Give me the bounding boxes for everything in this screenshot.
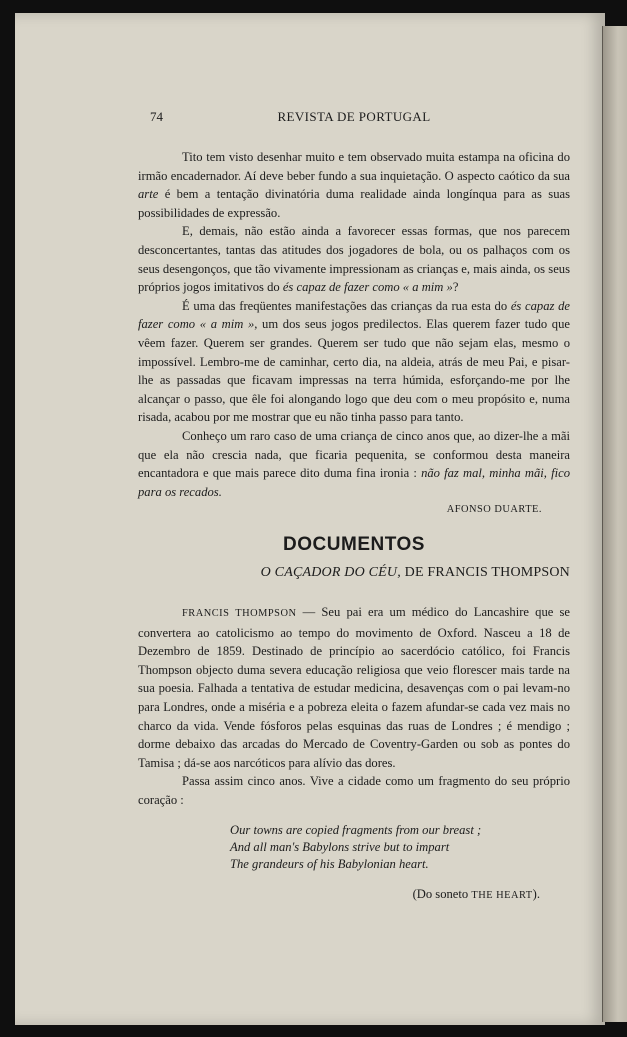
poem-line: And all man's Babylons strive but to impart bbox=[230, 839, 450, 854]
poem-quote bbox=[230, 822, 570, 873]
poem-line: The grandeurs of his Babylonian heart. bbox=[230, 856, 429, 871]
page-content bbox=[138, 108, 570, 905]
running-head: REVISTA DE PORTUGAL bbox=[277, 109, 431, 124]
poem-source: (Do soneto THE HEART). bbox=[412, 886, 540, 901]
documents-paragraph: Passa assim cinco anos. Vive a cidade como um fragmento do seu próprio coração : bbox=[138, 774, 570, 807]
article-paragraph: Conheço um raro caso de uma criança de cinco anos que, ao dizer-lhe a mãi que ela não crescia nada, que ficaria pequenita, se conformou desta maneira encantadora e que mais parece dito duma fina ironia : não faz mal, minha mãi, fico para os recados. bbox=[138, 428, 570, 499]
next-page-edge bbox=[602, 26, 627, 1022]
article-author: AFONSO DUARTE. bbox=[446, 504, 542, 516]
documents-paragraph: FRANCIS THOMPSON — Seu pai era um médico do Lancashire que se convertera ao catolicismo ao tempo do movimento de Oxford. Nasceu a 18 de Dezembro de 1859. Destinado de princípio ao sacerdócio católico, foi Francis Thompson objecto duma severa educação religiosa que veio florescer mais tarde na sua poesia. Falhada a tentativa de estudar medicina, desavenças com o pai levam-no para Londres, onde a miséria e a pobreza eleita o fazem afundar-se cada vez mais no charco da vida. Vende fósforos pelas esquinas das ruas de Londres ; é mendigo ; dorme debaixo das arcadas do Mercado de Coventry-Garden ou sob as pontes do Tamisa ; dá-se aos narcóticos para alívio das dores. bbox=[138, 605, 570, 770]
article-paragraph: É uma das freqüentes manifestações das crianças da rua esta do és capaz de fazer como « a mim », um dos seus jogos predilectos. Elas querem fazer tudo que vêem fazer. Querem ser grandes. Querem ser tudo que não sejam elas, mesmo o impossível. Lembro-me de caminhar, certo dia, na aldeia, atrás de meu Pai, e pisar-lhe as passadas que ficavam impressas na terra húmida, esforçando-me por lhe alcançar o passo, que êle foi alongando logo que deu com o meu propósito e, numa risada, acabou por me mostrar que eu não tinha passo para tanto. bbox=[138, 298, 570, 425]
person-name: FRANCIS THOMPSON bbox=[182, 608, 297, 620]
page-number: 74 bbox=[150, 109, 163, 124]
article-paragraph: Tito tem visto desenhar muito e tem observado muita estampa na oficina do irmão encadernador. Aí deve beber fundo a sua inquietação. O aspecto caótico da sua arte é bem a tentação divinatória duma realidade ainda longínqua para as suas possibilidades de expressão. bbox=[138, 150, 570, 220]
poem-line: Our towns are copied fragments from our breast ; bbox=[230, 822, 482, 837]
article-paragraph: E, demais, não estão ainda a favorecer essas formas, que nos parecem desconcertantes, tantas das atitudes dos jogadores de bola, ou os palhaços com os seus desengonços, que tão vivamente impressionam as crianças e, mais ainda, os seus próprios jogos imitativos do és capaz de fazer como « a mim »? bbox=[138, 224, 570, 295]
page-header bbox=[138, 108, 570, 130]
section-heading: DOCUMENTOS bbox=[283, 533, 425, 555]
section-subheading: O CAÇADOR DO CÉU, DE FRANCIS THOMPSON bbox=[260, 565, 570, 581]
